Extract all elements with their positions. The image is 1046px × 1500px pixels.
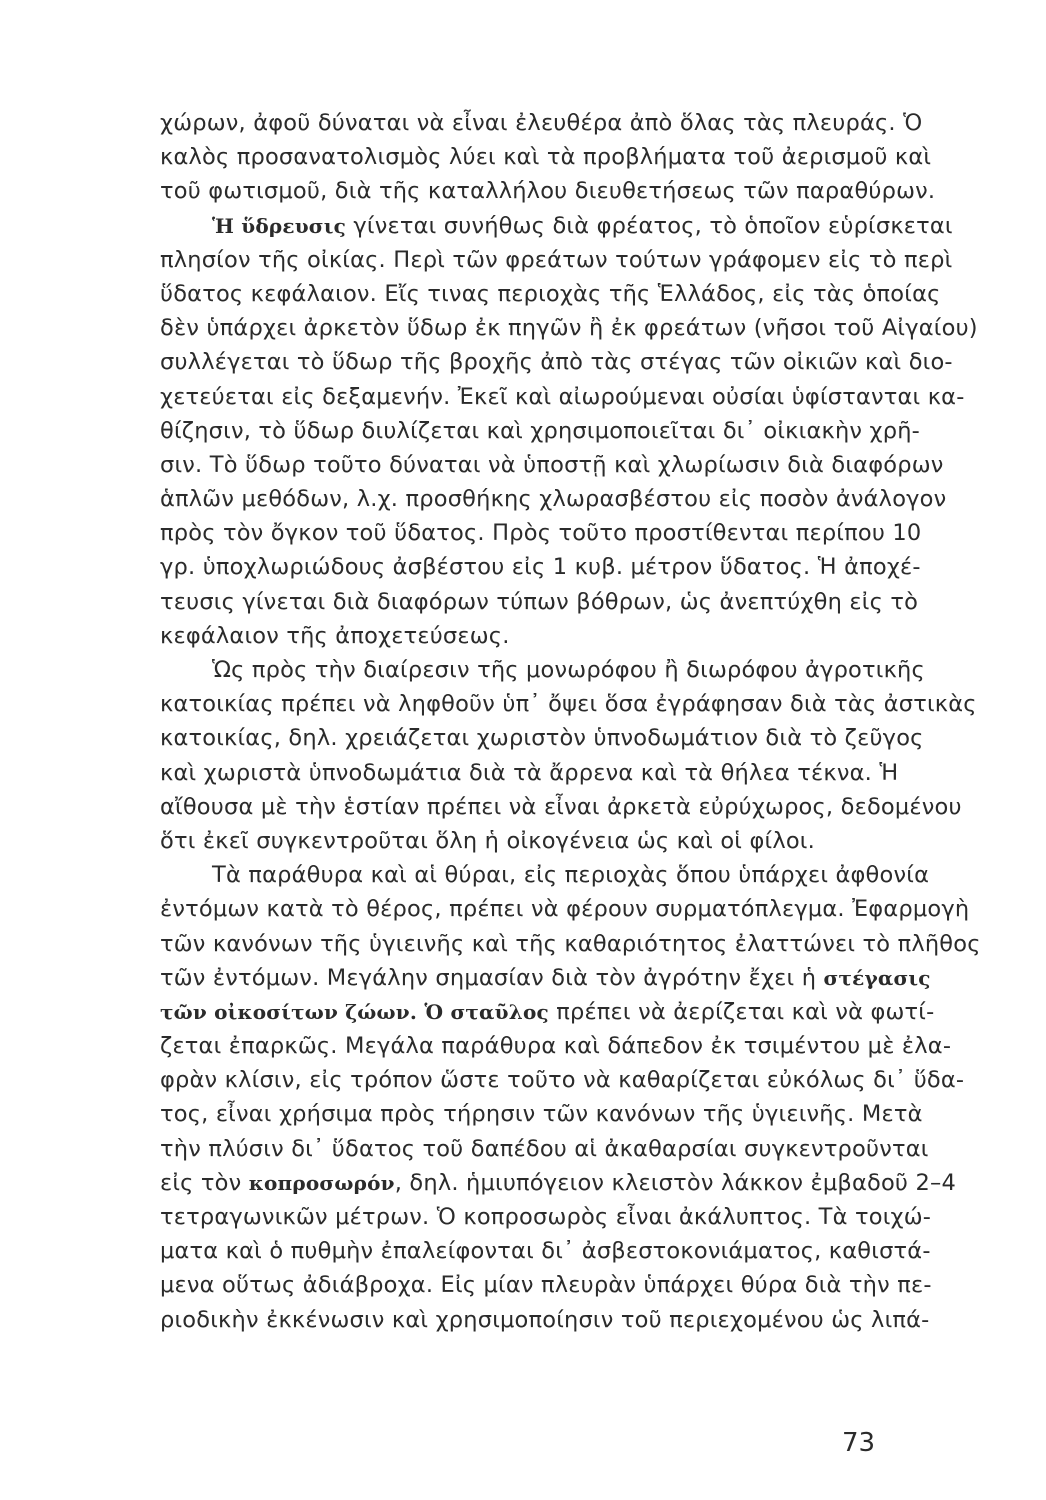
- text-line: ριοδικὴν ἐκκένωσιν καὶ χρησιμοποίησιν τοῦ περιεχομένου ὡς λιπά-: [160, 1306, 930, 1333]
- text-line: καὶ χωριστὰ ὑπνοδωμάτια διὰ τὰ ἄρρενα καὶ τὰ θήλεα τέκνα. Ἡ: [160, 759, 899, 786]
- text-line: ζεται ἐπαρκῶς. Μεγάλα παράθυρα καὶ δάπεδον ἐκ τσιμέντου μὲ ἐλα-: [160, 1033, 952, 1060]
- text-line: ἁπλῶν μεθόδων, λ.χ. προσθήκης χλωρασβέστου εἰς ποσὸν ἀνάλογον: [160, 486, 947, 513]
- page-number: 73: [842, 1428, 876, 1458]
- text-line: πλησίον τῆς οἰκίας. Περὶ τῶν φρεάτων τούτων γράφομεν εἰς τὸ περὶ: [160, 246, 953, 273]
- bold-term: κοπροσωρόν: [248, 1170, 395, 1195]
- text-line: [160, 961, 931, 995]
- text-line: [160, 209, 953, 243]
- text-line: καλὸς προσανατολισμὸς λύει καὶ τὰ προβλήματα τοῦ ἀερισμοῦ καὶ: [160, 144, 932, 171]
- text-line: [160, 995, 935, 1029]
- text-line: τευσις γίνεται διὰ διαφόρων τύπων βόθρων, ὡς ἀνεπτύχθη εἰς τὸ: [160, 588, 919, 615]
- text-line: σιν. Τὸ ὕδωρ τοῦτο δύναται νὰ ὑποστῇ καὶ χλωρίωσιν διὰ διαφόρων: [160, 451, 944, 478]
- text-line: ὕδατος κεφάλαιον. Εἴς τινας περιοχὰς τῆς Ἑλλάδος, εἰς τὰς ὁποίας: [160, 280, 941, 307]
- bold-term: στέγασις: [823, 965, 931, 990]
- text-line: κατοικίας, δηλ. χρειάζεται χωριστὸν ὑπνοδωμάτιον διὰ τὸ ζεῦγος: [160, 725, 924, 752]
- bold-term: Ὁ σταῦλος: [424, 999, 549, 1024]
- body-text: [160, 106, 981, 1337]
- text-run: πρέπει νὰ ἀερίζεται καὶ νὰ φωτί-: [548, 998, 935, 1025]
- bold-term: Ἡ ὕδρευσις: [212, 213, 347, 238]
- text-line: γρ. ὑποχλωριώδους ἀσβέστου εἰς 1 κυβ. μέτρον ὕδατος. Ἡ ἀποχέ-: [160, 554, 921, 581]
- text-line: κεφάλαιον τῆς ἀποχετεύσεως.: [160, 622, 510, 649]
- text-line: τος, εἶναι χρήσιμα πρὸς τήρησιν τῶν κανόνων τῆς ὑγιεινῆς. Μετὰ: [160, 1101, 923, 1128]
- text-line: δὲν ὑπάρχει ἀρκετὸν ὕδωρ ἐκ πηγῶν ἢ ἐκ φρεάτων (νῆσοι τοῦ Αἰγαίου): [160, 315, 978, 342]
- text-line: ματα καὶ ὁ πυθμὴν ἐπαλείφονται δι᾽ ἀσβεστοκονιάματος, καθιστά-: [160, 1238, 931, 1265]
- text-line: συλλέγεται τὸ ὕδωρ τῆς βροχῆς ἀπὸ τὰς στέγας τῶν οἰκιῶν καὶ διο-: [160, 349, 953, 376]
- text-line: χετεύεται εἰς δεξαμενήν. Ἐκεῖ καὶ αἰωρούμεναι οὐσίαι ὑφίστανται κα-: [160, 383, 965, 410]
- text-line: μενα οὕτως ἀδιάβροχα. Εἰς μίαν πλευρὰν ὑπάρχει θύρα διὰ τὴν πε-: [160, 1272, 932, 1299]
- text-line: θίζησιν, τὸ ὕδωρ διυλίζεται καὶ χρησιμοποιεῖται δι᾽ οἰκιακὴν χρῆ-: [160, 417, 920, 444]
- text-line: αἴθουσα μὲ τὴν ἑστίαν πρέπει νὰ εἶναι ἀρκετὰ εὐρύχωρος, δεδομένου: [160, 793, 962, 820]
- text-line: ὅτι ἐκεῖ συγκεντροῦται ὅλη ἡ οἰκογένεια ὡς καὶ οἱ φίλοι.: [160, 827, 815, 854]
- text-line: τὴν πλύσιν δι᾽ ὕδατος τοῦ δαπέδου αἱ ἀκαθαρσίαι συγκεντροῦνται: [160, 1135, 929, 1162]
- text-run: τῶν ἐντόμων. Μεγάλην σημασίαν διὰ τὸν ἀγρότην ἔχει ἡ: [160, 964, 824, 991]
- text-line: ἐντόμων κατὰ τὸ θέρος, πρέπει νὰ φέρουν συρματόπλεγμα. Ἐφαρμογὴ: [160, 896, 970, 923]
- bold-term: τῶν οἰκοσίτων ζώων.: [160, 999, 418, 1024]
- text-run: εἰς τὸν: [160, 1169, 249, 1196]
- text-line: τετραγωνικῶν μέτρων. Ὁ κοπροσωρὸς εἶναι ἀκάλυπτος. Τὰ τοιχώ-: [160, 1204, 932, 1230]
- text-run: γίνεται συνήθως διὰ φρέατος, τὸ ὁποῖον εὑρίσκεται: [346, 212, 953, 239]
- text-line: τοῦ φωτισμοῦ, διὰ τῆς καταλλήλου διευθετήσεως τῶν παραθύρων.: [160, 178, 936, 205]
- text-line: Τὰ παράθυρα καὶ αἱ θύραι, εἰς περιοχὰς ὅπου ὑπάρχει ἀφθονία: [212, 862, 930, 889]
- text-line: χώρων, ἀφοῦ δύναται νὰ εἶναι ἐλευθέρα ἀπὸ ὅλας τὰς πλευράς. Ὁ: [160, 110, 923, 136]
- text-line: πρὸς τὸν ὄγκον τοῦ ὕδατος. Πρὸς τοῦτο προστίθενται περίπου 10: [160, 520, 922, 547]
- text-line: [160, 1166, 956, 1200]
- text-line: τῶν κανόνων τῆς ὑγιεινῆς καὶ τῆς καθαριότητος ἐλαττώνει τὸ πλῆθος: [160, 930, 981, 957]
- text-run: , δηλ. ἡμιυπόγειον κλειστὸν λάκκον ἐμβαδοῦ 2–4: [394, 1169, 956, 1196]
- text-line: Ὡς πρὸς τὴν διαίρεσιν τῆς μονωρόφου ἢ διωρόφου ἀγροτικῆς: [212, 657, 925, 683]
- text-line: φρὰν κλίσιν, εἰς τρόπον ὥστε τοῦτο νὰ καθαρίζεται εὐκόλως δι᾽ ὕδα-: [160, 1067, 965, 1094]
- text-line: κατοικίας πρέπει νὰ ληφθοῦν ὑπ᾽ ὄψει ὅσα ἐγράφησαν διὰ τὰς ἀστικὰς: [160, 691, 977, 718]
